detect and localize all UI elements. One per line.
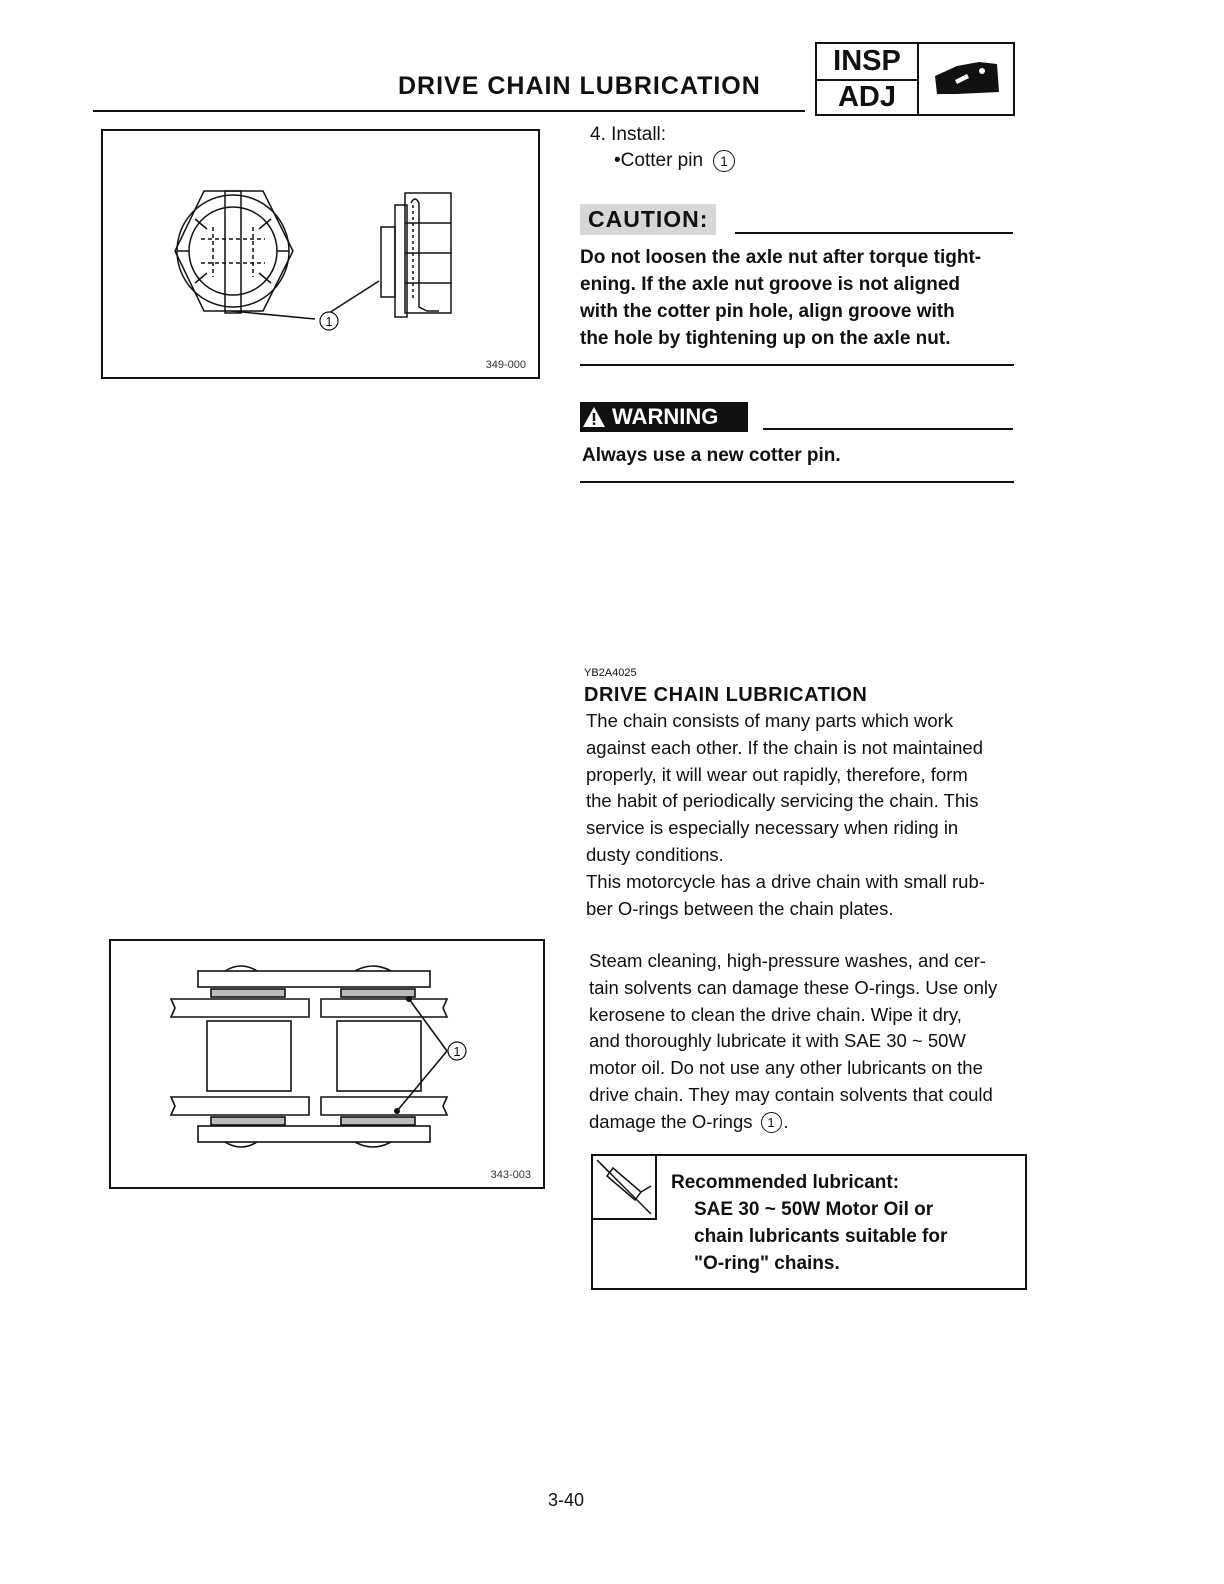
paragraph-line: tain solvents can damage these O-rings. Use only [589,976,998,998]
paragraph-line-last [589,1109,1025,1136]
warning-rule-top [763,428,1013,430]
header-rule [93,110,805,112]
paragraph-1 [586,708,1022,922]
install-item-ref [713,150,735,172]
lubricant-line: "O-ring" chains. [694,1253,840,1274]
badge-divider-v [917,44,919,114]
paragraph-line: motor oil. Do not use any other lubricants on the [589,1057,983,1079]
section-badge [815,42,1015,116]
lubricant-line: SAE 30 ~ 50W Motor Oil or [694,1199,934,1220]
install-item [614,150,735,172]
caution-line: with the cotter pin hole, align groove with [580,301,955,322]
paragraph-2 [589,948,1025,1136]
caution-line: Do not loosen the axle nut after torque tight- [580,247,982,268]
paragraph-end: . [783,1110,789,1132]
paragraph-line: damage the O-rings [589,1110,753,1132]
warning-rule-bottom [580,481,1014,483]
caution-rule-bottom [580,364,1014,366]
install-item-label: •Cotter pin [614,150,704,171]
oring-ref-number: 1 [767,1114,775,1130]
install-step: 4. Install: [590,124,667,145]
cotter-pin-diagram [103,131,538,377]
paragraph-line: Steam cleaning, high-pressure washes, and cer- [589,950,986,971]
figure-cotter-pin [101,129,540,379]
caution-rule-top [735,232,1013,234]
paragraph-line: service is especially necessary when riding in [586,817,959,839]
paragraph-line: kerosene to clean the drive chain. Wipe it dry, [589,1003,962,1025]
page-number: 3-40 [548,1490,585,1510]
figure1-callout: 1 [325,314,333,329]
badge-insp: INSP [833,45,901,77]
paragraph-line: against each other. If the chain is not maintained [586,736,983,758]
wrench-hand-icon [927,54,1005,102]
paragraph-line: the habit of periodically servicing the chain. This [586,790,979,812]
paragraph-line: dusty conditions. [586,843,724,865]
warning-label [580,402,748,432]
oring-ref [761,1112,782,1133]
oring-chain-diagram [111,941,543,1187]
paragraph-line: This motorcycle has a drive chain with small rub- [586,870,985,892]
figure2-callout: 1 [453,1044,461,1059]
lubricant-text [671,1169,947,1277]
paragraph-line: ber O-rings between the chain plates. [586,897,894,919]
lubricant-line: chain lubricants suitable for [694,1226,948,1247]
paragraph-line: properly, it will wear out rapidly, therefore, form [586,763,968,785]
lubricant-box [591,1154,1027,1290]
install-item-ref-number: 1 [720,153,728,169]
paragraph-line: The chain consists of many parts which work [586,710,954,731]
badge-adj: ADJ [837,81,896,113]
figure1-code: 349-000 [485,359,526,371]
page-title: DRIVE CHAIN LUBRICATION [398,72,761,100]
section-code: YB2A4025 [584,667,637,679]
paragraph-line: and thoroughly lubricate it with SAE 30 ~ 50W [589,1030,966,1052]
section-title: DRIVE CHAIN LUBRICATION [584,684,868,706]
figure-oring-chain [109,939,545,1189]
lubricant-icon-box [591,1154,657,1220]
paragraph-line: drive chain. They may contain solvents that could [589,1083,993,1105]
caution-label: CAUTION: [580,204,716,235]
caution-body [580,244,1020,352]
warning-triangle-icon [582,406,606,428]
lubricant-heading: Recommended lubricant: [671,1172,900,1193]
figure2-code: 343-003 [490,1169,531,1181]
warning-text: Always use a new cotter pin. [582,445,841,466]
warning-label-text: WARNING [612,404,719,429]
oil-can-icon [593,1156,655,1218]
caution-line: the hole by tightening up on the axle nut. [580,328,951,349]
caution-line: ening. If the axle nut groove is not aligned [580,274,961,295]
